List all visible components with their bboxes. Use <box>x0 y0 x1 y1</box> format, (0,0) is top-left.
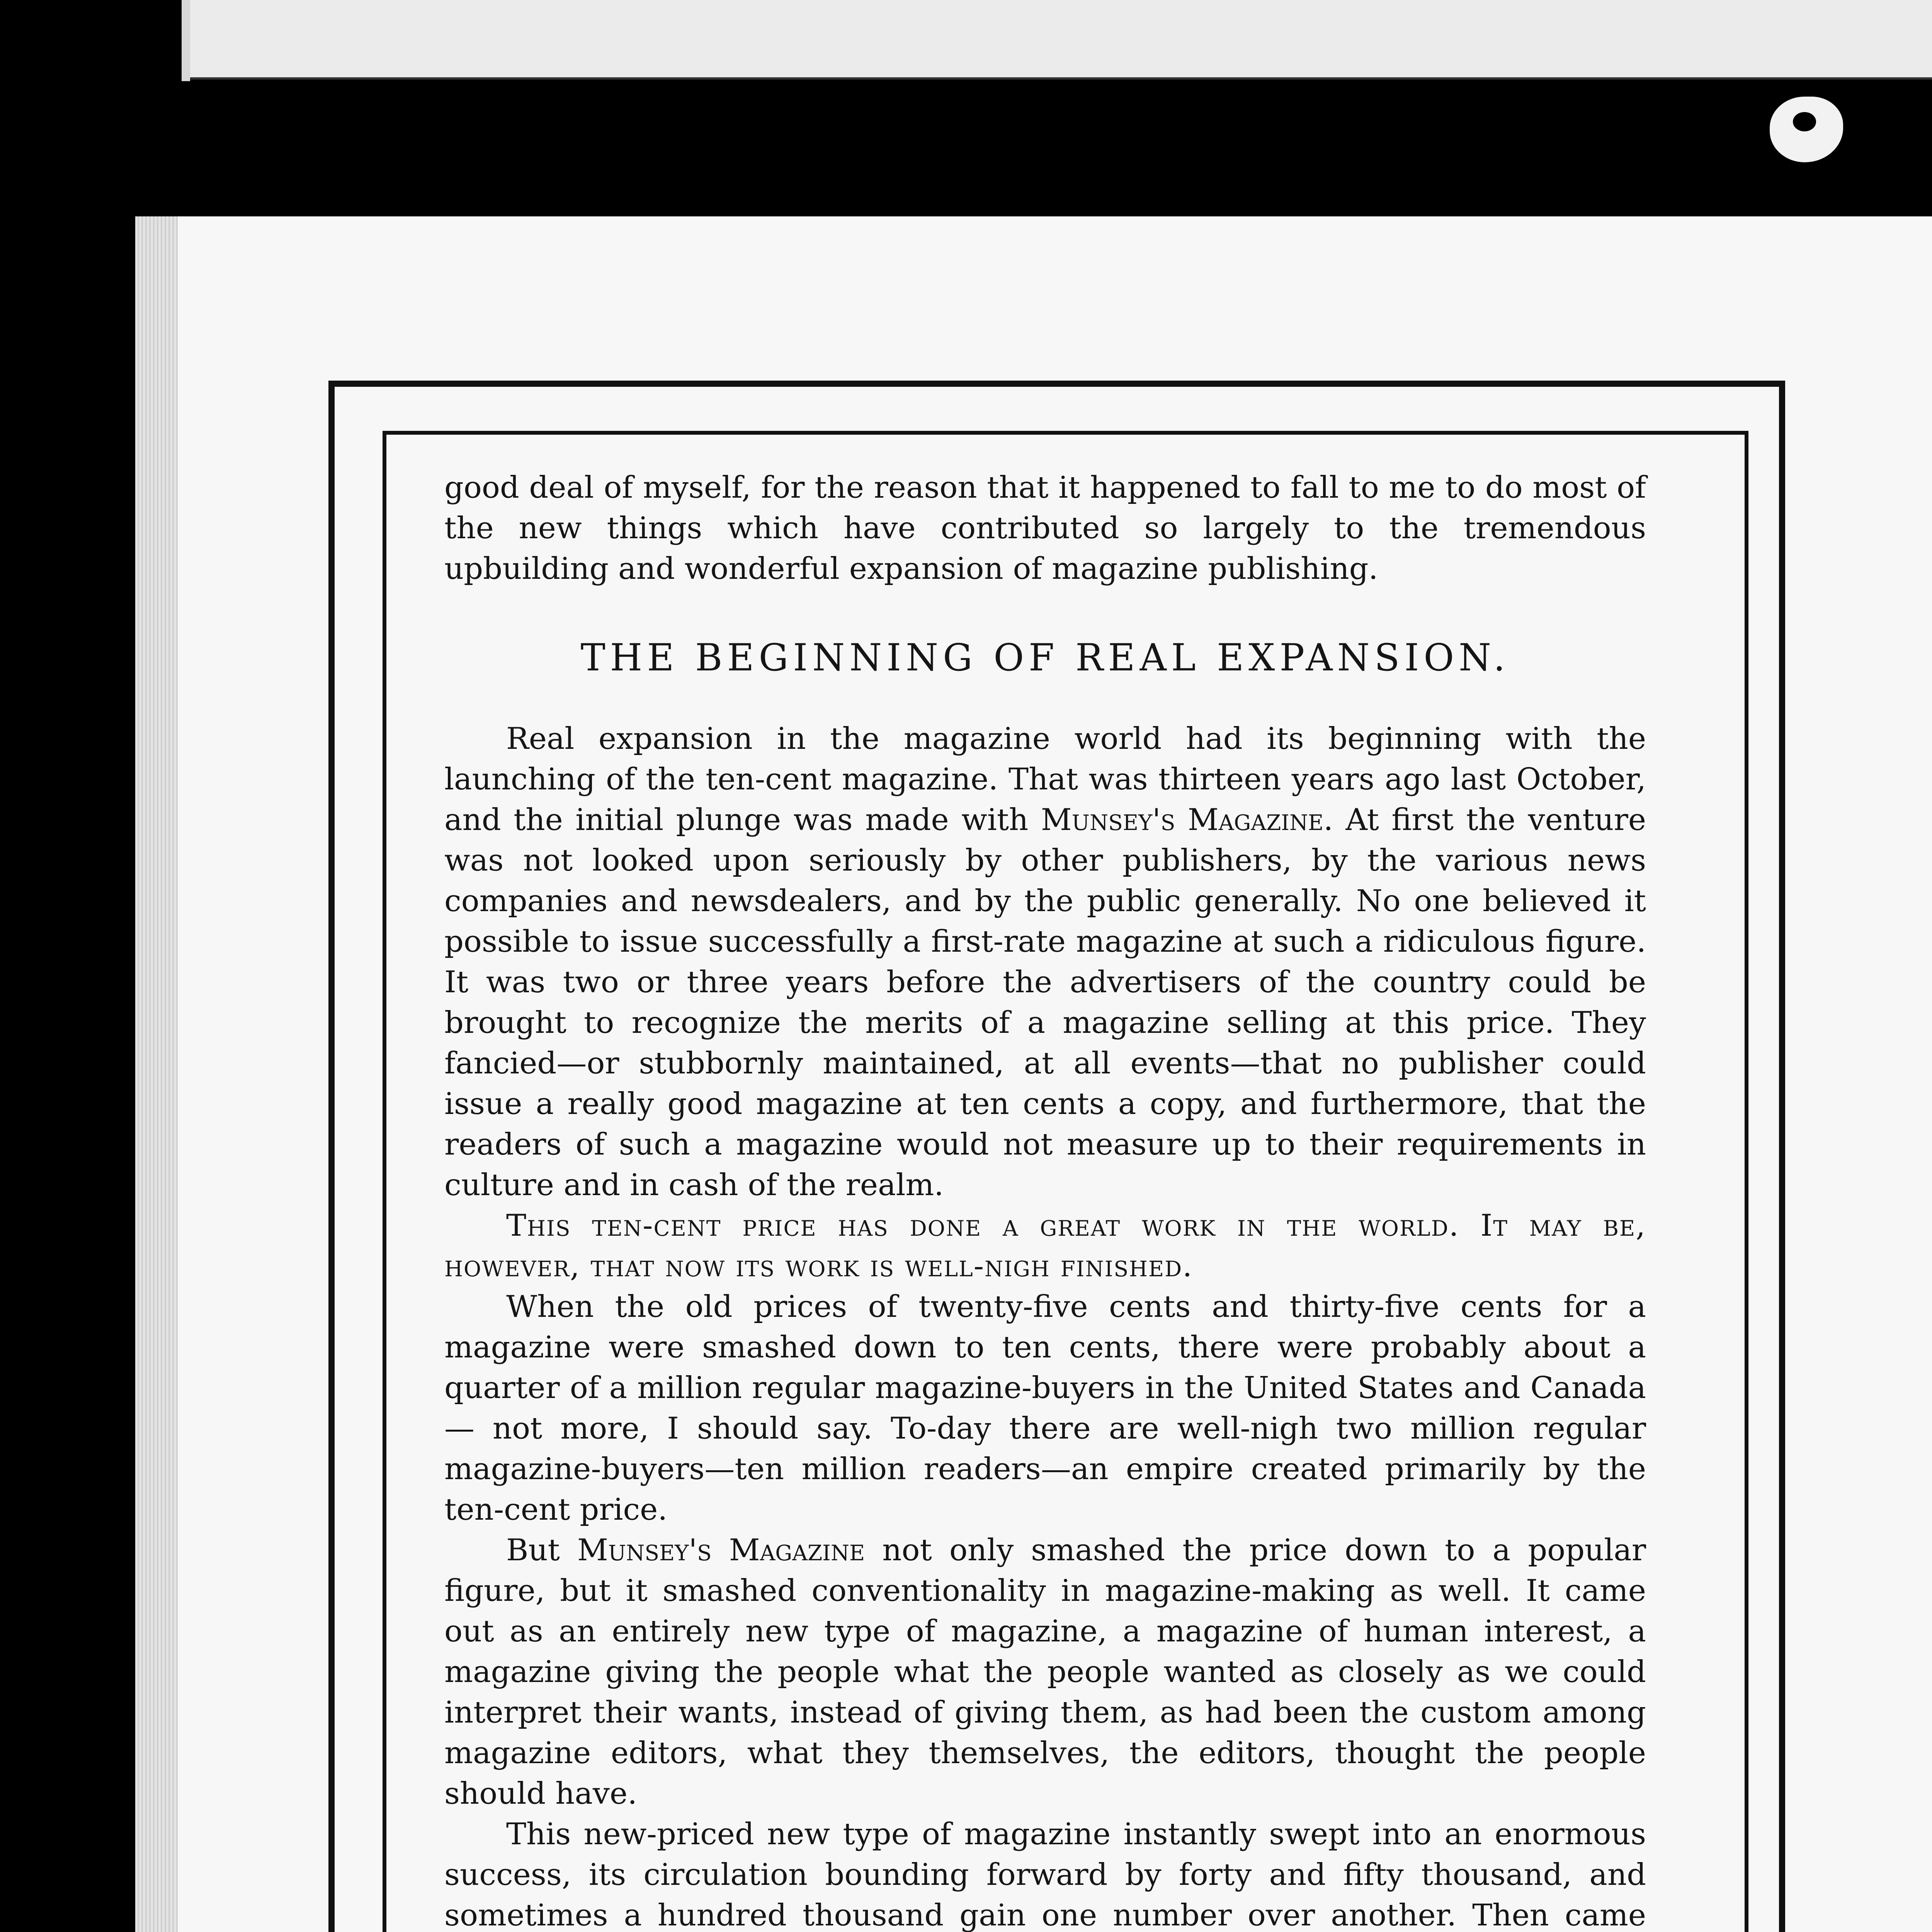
magazine-title: Munsey's Magazine <box>1041 803 1324 837</box>
small-caps-paragraph: This ten-cent price has done a great work in the world. It may be, however, that now its work is well-nigh finished. <box>444 1208 1646 1284</box>
paragraph: This new-priced new type of magazine instantly swept into an enormous success, its circulation bounding forward by forty and fifty thousand, and sometimes a hundred thousand gain one number over another. Then came <box>444 1817 1646 1932</box>
page-stack-edge <box>135 216 178 1932</box>
opening-paragraph: good deal of myself, for the reason that it happened to fall to me to do most of the new things which have contributed so largely to the tremendous upbuilding and wonderful expansion of magazine publishing. <box>444 470 1646 586</box>
paragraph: But Munsey's Magazine not only smashed the price down to a popular figure, but it smashed conventionality in magazine-making as well. It came out as an entirely new type of magazine, a magazine of human interest, a magazine giving the people what the people wanted as closely as we could interpret their wants, instead of giving them, as had been the custom among magazine editors, what they themselves, the editors, thought the people should have. <box>444 1533 1646 1811</box>
article-body <box>444 468 1646 1932</box>
magazine-title: Munsey's Magazine <box>577 1533 865 1568</box>
paragraph: Real expansion in the magazine world had its beginning with the launching of the ten-cent magazine. That was thirteen years ago last October, and the initial plunge was made with Munsey's Magazine. At first the venture was not looked upon seriously by other publishers, by the various news companies and newsdealers, and by the public generally. No one believed it possible to issue successfully a first-rate magazine at such a ridiculous figure. It was two or three years before the advertisers of the country could be brought to recognize the merits of a magazine selling at this price. They fancied—or stubbornly maintained, at all events—that no publisher could issue a really good magazine at ten cents a copy, and furthermore, that the readers of such a magazine would not measure up to their requirements in culture and in cash of the realm. <box>444 721 1646 1202</box>
paragraph: When the old prices of twenty-five cents and thirty-five cents for a magazine were smashed down to ten cents, there were probably about a quarter of a million regular magazine-buyers in the United States and Canada — not more, I should say. To-day there are well-nigh two million regular magazine-buyers—ten million readers—an empire created primarily by the ten-cent price. <box>444 1289 1646 1527</box>
previous-page-strip <box>189 0 1932 80</box>
section-heading-real-expansion: THE BEGINNING OF REAL EXPANSION. <box>580 636 1510 679</box>
punch-hole <box>1770 97 1843 162</box>
binding-edge <box>182 0 190 81</box>
